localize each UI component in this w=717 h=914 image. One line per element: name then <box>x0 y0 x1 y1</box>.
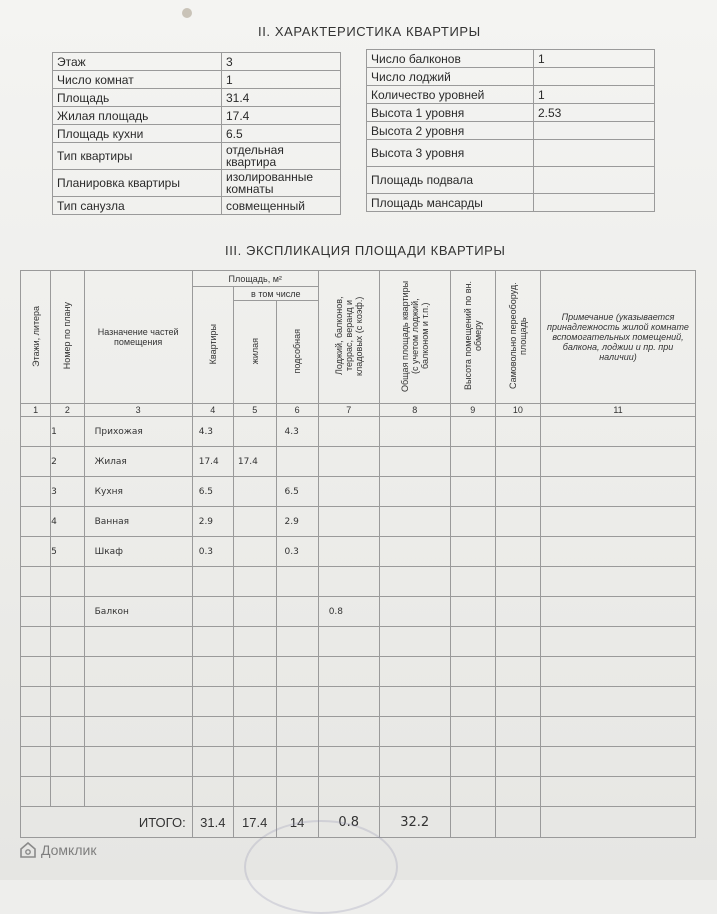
cell-loggia <box>318 657 379 687</box>
cell-plan-no <box>51 657 84 687</box>
table-row <box>21 537 696 567</box>
characteristic-row <box>53 125 341 143</box>
characteristic-value <box>534 140 655 167</box>
cell-unauthorized <box>495 477 540 507</box>
header-total: Общая площадь квартиры (с учетом лоджий, балконом и т.п.) <box>379 271 450 404</box>
cell-height <box>450 567 495 597</box>
totals-height <box>450 807 495 838</box>
cell-aux: 0.3 <box>276 537 318 567</box>
cell-note <box>540 537 695 567</box>
table-row <box>21 477 696 507</box>
characteristic-row <box>367 50 655 68</box>
cell-plan-no <box>51 717 84 747</box>
column-number: 5 <box>233 404 276 417</box>
cell-total <box>379 477 450 507</box>
characteristic-value: 6.5 <box>222 125 341 143</box>
header-living: жилая <box>233 301 276 404</box>
cell-note <box>540 687 695 717</box>
cell-aux: 4.3 <box>276 417 318 447</box>
cell-aux: 6.5 <box>276 477 318 507</box>
header-floor: Этажи, литера <box>21 271 51 404</box>
cell-note <box>540 597 695 627</box>
cell-loggia <box>318 687 379 717</box>
table-row <box>21 597 696 627</box>
cell-purpose <box>84 567 192 597</box>
cell-height <box>450 417 495 447</box>
cell-plan-no: 4 <box>51 507 84 537</box>
cell-purpose <box>84 777 192 807</box>
cell-floor <box>21 417 51 447</box>
header-purpose: Назначение частей помещения <box>84 271 192 404</box>
characteristic-row <box>367 167 655 194</box>
cell-total <box>379 417 450 447</box>
table-row <box>21 507 696 537</box>
cell-floor <box>21 507 51 537</box>
cell-floor <box>21 747 51 777</box>
cell-plan-no: 5 <box>51 537 84 567</box>
cell-total <box>379 687 450 717</box>
cell-aux: 2.9 <box>276 507 318 537</box>
characteristic-row <box>367 140 655 167</box>
table-row <box>21 627 696 657</box>
cell-floor <box>21 477 51 507</box>
cell-aux <box>276 567 318 597</box>
cell-unauthorized <box>495 687 540 717</box>
characteristic-value: совмещенный <box>222 197 341 215</box>
cell-apartment <box>192 657 233 687</box>
cell-purpose <box>84 717 192 747</box>
table-row <box>21 747 696 777</box>
cell-floor <box>21 687 51 717</box>
cell-purpose: Шкаф <box>84 537 192 567</box>
characteristics-right-table <box>366 49 655 212</box>
cell-purpose: Жилая <box>84 447 192 477</box>
watermark-logo <box>20 842 96 858</box>
column-number: 4 <box>192 404 233 417</box>
totals-living: 17.4 <box>233 807 276 838</box>
cell-aux <box>276 657 318 687</box>
cell-unauthorized <box>495 777 540 807</box>
characteristic-label: Количество уровней <box>367 86 534 104</box>
totals-apartment: 31.4 <box>192 807 233 838</box>
characteristic-label: Площадь подвала <box>367 167 534 194</box>
cell-note <box>540 717 695 747</box>
cell-living <box>233 747 276 777</box>
cell-unauthorized <box>495 747 540 777</box>
cell-total <box>379 507 450 537</box>
characteristic-label: Высота 3 уровня <box>367 140 534 167</box>
characteristic-row <box>53 197 341 215</box>
characteristic-value: 31.4 <box>222 89 341 107</box>
explication-table <box>20 270 696 838</box>
cell-loggia <box>318 447 379 477</box>
cell-living <box>233 717 276 747</box>
cell-aux <box>276 747 318 777</box>
totals-unauthorized <box>495 807 540 838</box>
cell-loggia: 0.8 <box>318 597 379 627</box>
cell-loggia <box>318 747 379 777</box>
cell-total <box>379 657 450 687</box>
characteristic-label: Площадь кухни <box>53 125 222 143</box>
cell-aux <box>276 777 318 807</box>
characteristic-value: 1 <box>534 86 655 104</box>
characteristics-left-table <box>52 52 341 215</box>
cell-note <box>540 627 695 657</box>
cell-purpose: Балкон <box>84 597 192 627</box>
characteristic-value: 2.53 <box>534 104 655 122</box>
characteristic-value: отдельная квартира <box>222 143 341 170</box>
cell-plan-no: 1 <box>51 417 84 447</box>
cell-note <box>540 477 695 507</box>
characteristic-row <box>367 86 655 104</box>
cell-note <box>540 747 695 777</box>
cell-apartment: 0.3 <box>192 537 233 567</box>
cell-purpose <box>84 747 192 777</box>
cell-floor <box>21 567 51 597</box>
cell-total <box>379 447 450 477</box>
column-number: 7 <box>318 404 379 417</box>
cell-plan-no <box>51 747 84 777</box>
cell-living <box>233 417 276 447</box>
cell-living <box>233 567 276 597</box>
characteristic-row <box>53 71 341 89</box>
cell-floor <box>21 657 51 687</box>
column-number: 3 <box>84 404 192 417</box>
column-number: 10 <box>495 404 540 417</box>
characteristic-value <box>534 122 655 140</box>
header-area-group: Площадь, м² <box>192 271 318 287</box>
cell-purpose <box>84 687 192 717</box>
cell-apartment: 6.5 <box>192 477 233 507</box>
cell-height <box>450 507 495 537</box>
cell-living <box>233 477 276 507</box>
header-plan-no: Номер по плану <box>51 271 84 404</box>
cell-loggia <box>318 717 379 747</box>
cell-note <box>540 567 695 597</box>
characteristic-row <box>53 53 341 71</box>
cell-living <box>233 777 276 807</box>
cell-total <box>379 537 450 567</box>
cell-loggia <box>318 567 379 597</box>
column-number: 6 <box>276 404 318 417</box>
cell-total <box>379 597 450 627</box>
cell-apartment: 17.4 <box>192 447 233 477</box>
paper-mark <box>182 8 192 18</box>
characteristic-value <box>534 194 655 212</box>
cell-floor <box>21 777 51 807</box>
cell-living <box>233 597 276 627</box>
header-auxiliary: подсобная <box>276 301 318 404</box>
characteristic-value: 3 <box>222 53 341 71</box>
cell-plan-no <box>51 777 84 807</box>
characteristic-value: 17.4 <box>222 107 341 125</box>
cell-height <box>450 657 495 687</box>
cell-total <box>379 717 450 747</box>
characteristic-value <box>534 167 655 194</box>
characteristic-row <box>53 107 341 125</box>
characteristic-row <box>367 194 655 212</box>
cell-purpose: Прихожая <box>84 417 192 447</box>
cell-apartment: 2.9 <box>192 507 233 537</box>
cell-loggia <box>318 627 379 657</box>
characteristic-row <box>367 68 655 86</box>
home-icon <box>20 842 36 858</box>
column-number: 9 <box>450 404 495 417</box>
table-row <box>21 447 696 477</box>
header-incl: в том числе <box>233 287 318 301</box>
characteristic-label: Жилая площадь <box>53 107 222 125</box>
cell-height <box>450 477 495 507</box>
header-note: Примечание (указывается принадлежность жилой комнате вспомогательных помещений, балкона, лоджии и пр. при наличии) <box>540 271 695 404</box>
cell-aux <box>276 687 318 717</box>
cell-loggia <box>318 537 379 567</box>
cell-aux <box>276 627 318 657</box>
characteristic-label: Высота 2 уровня <box>367 122 534 140</box>
section2-title: II. ХАРАКТЕРИСТИКА КВАРТИРЫ <box>258 24 481 39</box>
characteristic-label: Планировка квартиры <box>53 170 222 197</box>
cell-loggia <box>318 507 379 537</box>
header-loggia: Лоджий, балконов, террас, веранд и кладовых (с коэф.) <box>318 271 379 404</box>
cell-living: 17.4 <box>233 447 276 477</box>
cell-height <box>450 687 495 717</box>
characteristic-label: Тип квартиры <box>53 143 222 170</box>
cell-total <box>379 627 450 657</box>
characteristic-label: Число лоджий <box>367 68 534 86</box>
cell-unauthorized <box>495 657 540 687</box>
cell-plan-no <box>51 627 84 657</box>
characteristic-label: Число комнат <box>53 71 222 89</box>
cell-floor <box>21 717 51 747</box>
cell-apartment <box>192 567 233 597</box>
table-row <box>21 417 696 447</box>
header-unauthorized: Самовольно переоборуд. площадь <box>495 271 540 404</box>
cell-aux <box>276 447 318 477</box>
column-number: 2 <box>51 404 84 417</box>
cell-plan-no <box>51 687 84 717</box>
cell-floor <box>21 627 51 657</box>
cell-purpose: Ванная <box>84 507 192 537</box>
cell-unauthorized <box>495 447 540 477</box>
characteristic-label: Высота 1 уровня <box>367 104 534 122</box>
header-apartment: Квартиры <box>192 287 233 404</box>
table-row <box>21 687 696 717</box>
characteristic-value: 1 <box>222 71 341 89</box>
characteristic-row <box>53 143 341 170</box>
cell-height <box>450 537 495 567</box>
table-row <box>21 567 696 597</box>
cell-plan-no: 2 <box>51 447 84 477</box>
header-height: Высота помещений по вн. обмеру <box>450 271 495 404</box>
column-number: 8 <box>379 404 450 417</box>
cell-purpose: Кухня <box>84 477 192 507</box>
cell-height <box>450 447 495 477</box>
cell-unauthorized <box>495 627 540 657</box>
cell-purpose <box>84 657 192 687</box>
cell-floor <box>21 537 51 567</box>
cell-apartment <box>192 777 233 807</box>
characteristic-row <box>53 89 341 107</box>
cell-unauthorized <box>495 717 540 747</box>
cell-aux <box>276 597 318 627</box>
cell-floor <box>21 447 51 477</box>
cell-height <box>450 717 495 747</box>
characteristic-row <box>53 170 341 197</box>
characteristic-value: изолированные комнаты <box>222 170 341 197</box>
cell-floor <box>21 597 51 627</box>
characteristic-label: Площадь <box>53 89 222 107</box>
cell-height <box>450 597 495 627</box>
cell-unauthorized <box>495 597 540 627</box>
characteristic-label: Этаж <box>53 53 222 71</box>
cell-plan-no: 3 <box>51 477 84 507</box>
totals-label: ИТОГО: <box>21 807 193 838</box>
cell-apartment <box>192 747 233 777</box>
cell-note <box>540 777 695 807</box>
cell-note <box>540 417 695 447</box>
column-numbers-row <box>21 404 696 417</box>
cell-plan-no <box>51 597 84 627</box>
characteristic-label: Тип санузла <box>53 197 222 215</box>
cell-total <box>379 777 450 807</box>
cell-height <box>450 747 495 777</box>
cell-total <box>379 567 450 597</box>
cell-note <box>540 447 695 477</box>
characteristic-row <box>367 122 655 140</box>
cell-living <box>233 627 276 657</box>
characteristic-value <box>534 68 655 86</box>
cell-apartment <box>192 687 233 717</box>
characteristic-value: 1 <box>534 50 655 68</box>
cell-total <box>379 747 450 777</box>
column-number: 11 <box>540 404 695 417</box>
section3-title: III. ЭКСПЛИКАЦИЯ ПЛОЩАДИ КВАРТИРЫ <box>225 243 506 258</box>
totals-loggia: 0.8 <box>318 807 379 838</box>
cell-apartment <box>192 627 233 657</box>
cell-note <box>540 507 695 537</box>
stamp-mark <box>244 820 398 914</box>
characteristic-label: Число балконов <box>367 50 534 68</box>
cell-height <box>450 627 495 657</box>
cell-apartment <box>192 717 233 747</box>
cell-plan-no <box>51 567 84 597</box>
column-number: 1 <box>21 404 51 417</box>
table-row <box>21 657 696 687</box>
cell-unauthorized <box>495 567 540 597</box>
cell-loggia <box>318 777 379 807</box>
cell-apartment <box>192 597 233 627</box>
cell-living <box>233 687 276 717</box>
cell-purpose <box>84 627 192 657</box>
cell-note <box>540 657 695 687</box>
cell-unauthorized <box>495 507 540 537</box>
cell-unauthorized <box>495 417 540 447</box>
cell-living <box>233 657 276 687</box>
cell-unauthorized <box>495 537 540 567</box>
totals-note <box>540 807 695 838</box>
table-row <box>21 717 696 747</box>
cell-loggia <box>318 417 379 447</box>
table-row <box>21 777 696 807</box>
totals-aux: 14 <box>276 807 318 838</box>
totals-total: 32.2 <box>379 807 450 838</box>
cell-apartment: 4.3 <box>192 417 233 447</box>
characteristic-row <box>367 104 655 122</box>
watermark-brand: Домклик <box>41 842 97 858</box>
cell-height <box>450 777 495 807</box>
cell-aux <box>276 717 318 747</box>
cell-living <box>233 507 276 537</box>
characteristic-label: Площадь мансарды <box>367 194 534 212</box>
cell-loggia <box>318 477 379 507</box>
cell-living <box>233 537 276 567</box>
